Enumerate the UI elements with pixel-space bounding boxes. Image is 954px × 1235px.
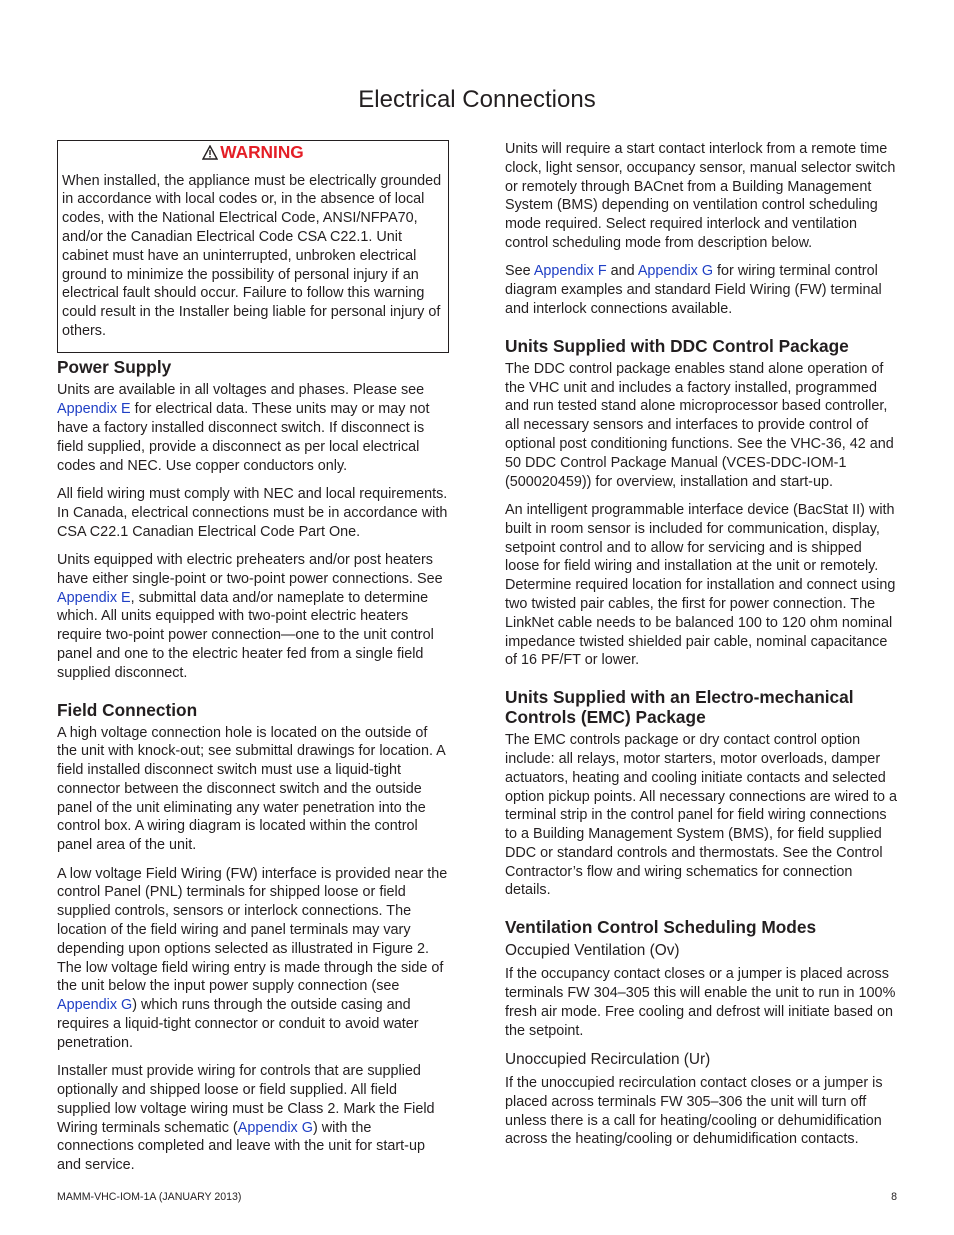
unoccupied-recirculation-text: If the unoccupied recirculation contact closes or a jumper is placed across terminals FW 305–306 the unit will turn off unless there is a call for heating/cooling or dehumidification across the heating/cooling or dehumidification contacts. [505, 1075, 883, 1148]
power-supply-paragraph-1 [57, 381, 449, 475]
appendix-e-link[interactable]: Appendix E [57, 589, 131, 606]
warning-box [57, 140, 449, 353]
field-connection-section [57, 700, 449, 1176]
warning-heading [62, 142, 444, 162]
emc-heading: Units Supplied with an Electro-mechanical Controls (EMC) Package [505, 687, 854, 728]
field-connection-paragraph-3 [57, 1062, 449, 1175]
emc-section [505, 687, 897, 900]
power-supply-section [57, 357, 449, 682]
footer-page-number: 8 [891, 1191, 897, 1203]
left-column [57, 140, 449, 1185]
text-run: , submittal data and/or nameplate to determine which. All units equipped with two-point electric heaters require two-point power connection—one to the unit control panel and one to the electric heater fed from a single field supplied disconnect. [57, 589, 434, 681]
occupied-ventilation-heading: Occupied Ventilation (Ov) [505, 942, 680, 960]
ddc-heading: Units Supplied with DDC Control Package [505, 335, 849, 356]
text-run: ) with the connections completed and leave with the unit for start-up and service. [57, 1119, 425, 1174]
text-run: Units equipped with electric preheaters and/or post heaters have either single-point or two-point power connections. See [57, 551, 443, 587]
appendix-g-link[interactable]: Appendix G [57, 997, 133, 1014]
footer-doc-id: MAMM-VHC-IOM-1A (JANUARY 2013) [57, 1191, 242, 1203]
text-run: and [606, 263, 638, 280]
ddc-paragraph-2: An intelligent programmable interface device (BacStat II) with built in room sensor is included for communication, display, setpoint control and to allow for servicing and is shipped loose for field wiring and installation at the unit or remotely. Determine required location for installation and connect using two twisted pair cables, the first for power connection. The LinkNet cable needs to be balanced 100 to 120 ohm nominal impedance twisted shielded pair cable, nominal capacitance of 16 PF/FT or lower. [505, 501, 896, 669]
power-supply-paragraph-3 [57, 551, 449, 683]
text-run: See [505, 263, 534, 280]
text-run: ) which runs through the outside casing and requires a liquid-tight connector or conduit to avoid water penetration. [57, 997, 419, 1051]
text-run: for wiring terminal control diagram examples and standard Field Wiring (FW) terminal and interlock connections available. [505, 263, 882, 317]
warning-label: WARNING [220, 142, 304, 162]
field-connection-paragraph-2 [57, 865, 449, 1053]
text-run: A low voltage Field Wiring (FW) interface is provided near the control Panel (PNL) terminals for shipped loose or field supplied controls, sensors or interlock connections. The location of the field wiring and panel terminals may vary depending upon options selected as illustrated in Figure 2. The low voltage field wiring entry is made through the side of the unit below the input power supply connection (see [57, 865, 448, 995]
intro-paragraph-1: Units will require a start contact interlock from a remote time clock, light sensor, occupancy sensor, manual selector switch or remotely through BACnet from a Building Management System (BMS) depending on ventilation control scheduling mode required. Select required interlock and ventilation control scheduling mode from description below. [505, 141, 896, 251]
page-title: Electrical Connections [358, 86, 596, 113]
appendix-g-link[interactable]: Appendix G [637, 263, 714, 280]
warning-triangle-icon [202, 145, 218, 160]
appendix-g-link[interactable]: Appendix G [237, 1119, 313, 1136]
ventilation-section [505, 917, 897, 1149]
power-supply-paragraph-2: All field wiring must comply with NEC and local requirements. In Canada, electrical connections must be in accordance with CSA C22.1 Canadian Electrical Code Part One. [57, 485, 448, 540]
appendix-e-link[interactable]: Appendix E [57, 401, 131, 418]
emc-paragraph-1: The EMC controls package or dry contact control option include: all relays, motor starters, motor overloads, damper actuators, heating and cooling initiate contacts and selected option pickup points. All necessary connections are wired to a terminal strip in the control panel for field wiring connections to a Building Management System (BMS), for field supplied DDC or standard controls and thermostats. See the Control Contractor’s flow and wiring schematics for connection details. [505, 732, 897, 899]
field-connection-heading: Field Connection [57, 699, 198, 720]
unoccupied-recirculation-heading: Unoccupied Recirculation (Ur) [505, 1051, 711, 1069]
right-column [505, 140, 897, 1159]
text-run: Units are available in all voltages and phases. Please see [57, 382, 425, 399]
warning-text: When installed, the appliance must be electrically grounded in accordance with local codes or, in the absence of local codes, with the National Electrical Code, ANSI/NFPA70, and/or the Canadian Electrical Code CSA C22.1. Unit cabinet must have an uninterrupted, unbroken electrical ground to minimize the possibility of personal injury if an electrical fault should occur. Failure to follow this warning could result in the Installer being liable for personal injury of others. [62, 172, 442, 339]
power-supply-heading: Power Supply [57, 357, 172, 378]
ventilation-heading: Ventilation Control Scheduling Modes [505, 917, 817, 938]
text-run: Installer must provide wiring for controls that are supplied optionally and shipped loose or field supplied. All field supplied low voltage wiring must be Class 2. Mark the Field Wiring terminals schematic ( [57, 1063, 435, 1136]
text-run: for electrical data. These units may or may not have a factory installed disconnect switch. If disconnect is field supplied, provide a disconnect as per local electrical codes and NEC. Use copper conductors only. [57, 401, 430, 474]
ddc-section [505, 336, 897, 670]
appendix-f-link[interactable]: Appendix F [533, 263, 607, 280]
occupied-ventilation-text: If the occupancy contact closes or a jumper is placed across terminals FW 304–305 this will enable the unit to run in 100% fresh air mode. Free cooling and defrost will initiate based on the setpoint. [505, 966, 896, 1039]
field-connection-paragraph-1: A high voltage connection hole is located on the outside of the unit with knock-out; see submittal drawings for location. A field installed disconnect switch must use a liquid-tight connector between the disconnect switch and the outside panel of the unit eliminating any water penetration into the control box. A wiring diagram is located within the control panel area of the unit. [57, 724, 445, 854]
ddc-paragraph-1: The DDC control package enables stand alone operation of the VHC unit and includes a factory installed, programmed and run tested stand alone microprocessor based controller, all necessary sensors and interfaces to provide control of optional post conditioning functions. See the VHC-36, 42 and 50 DDC Control Package Manual (VCES-DDC-IOM-1 (500020459)) for overview, installation and start-up. [505, 360, 894, 490]
intro-paragraph-2 [505, 262, 897, 318]
